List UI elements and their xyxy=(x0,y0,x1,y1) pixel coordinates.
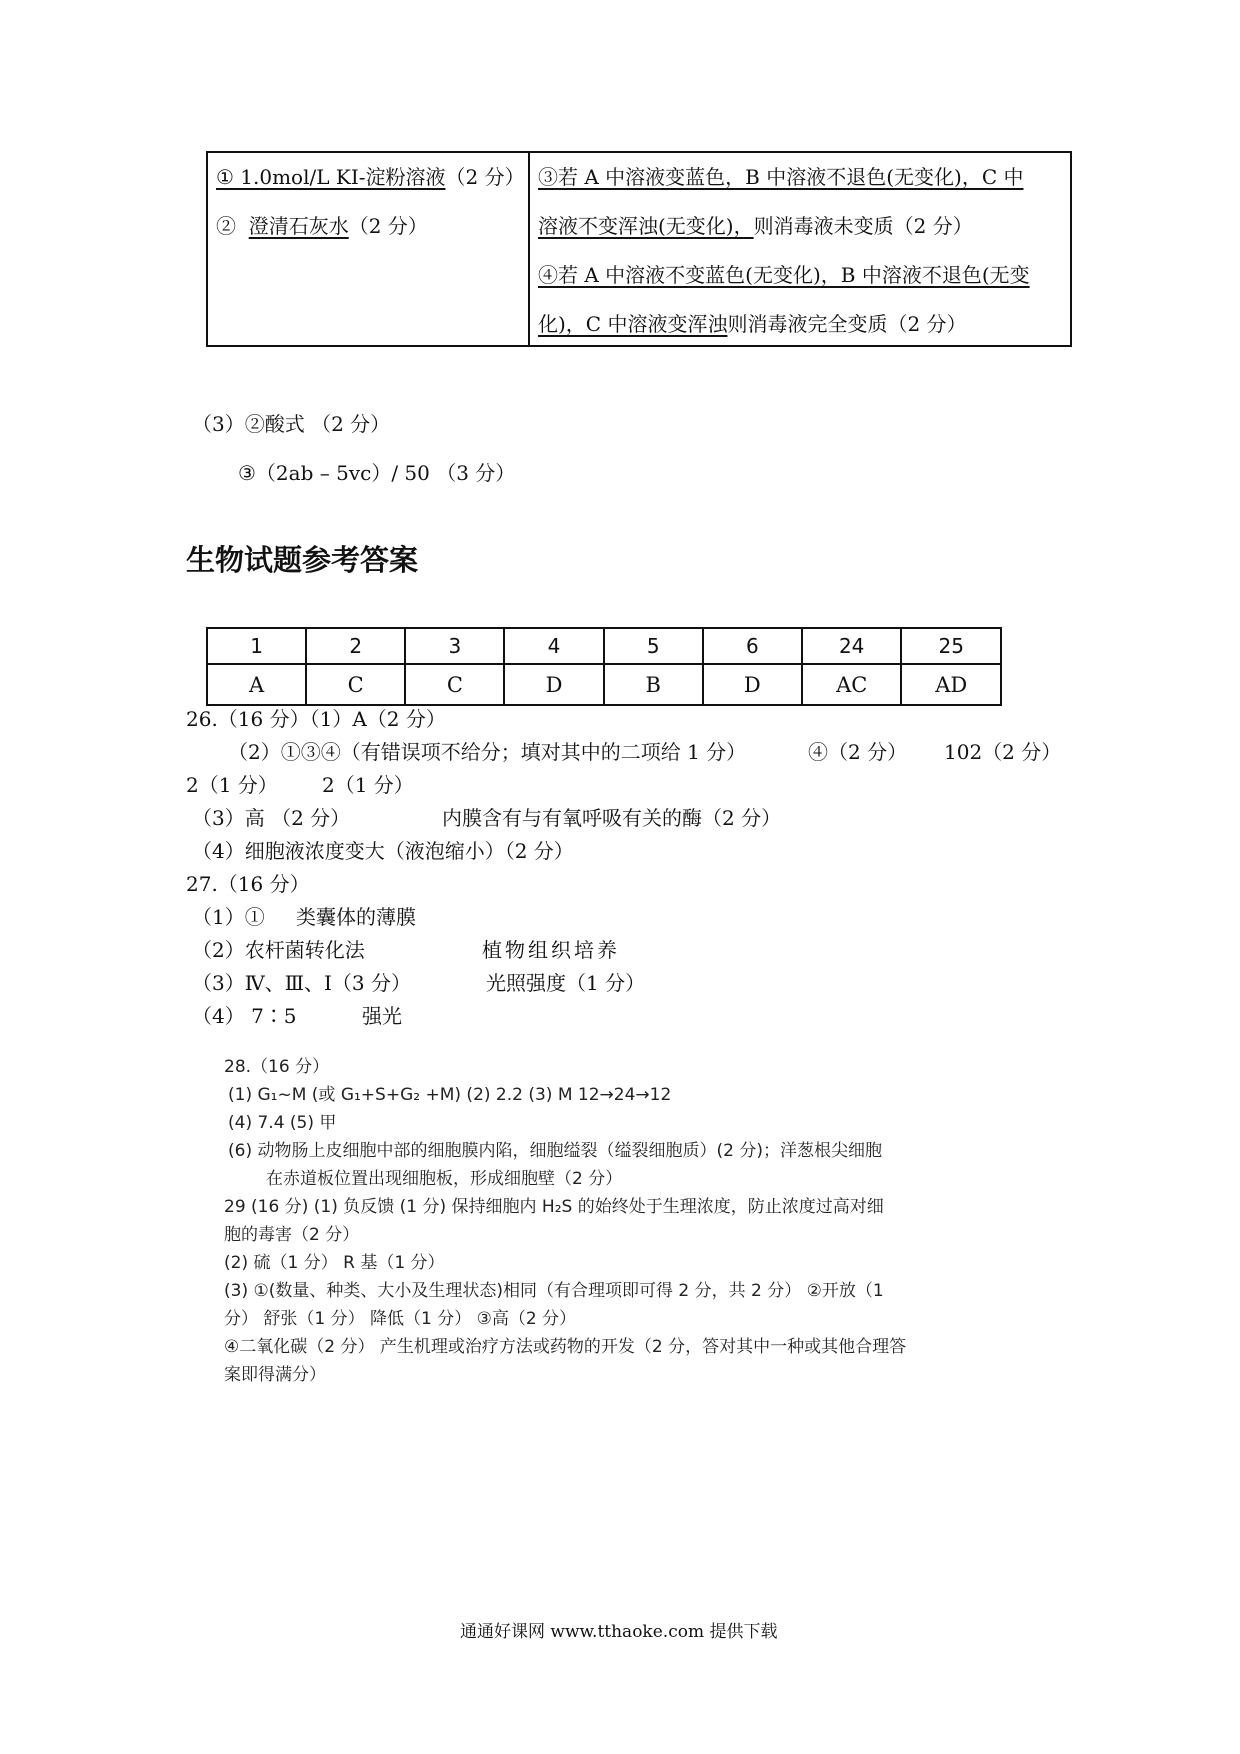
table-header-cell: 2 xyxy=(306,628,405,664)
q28-line4: 在赤道板位置出现细胞板，形成细胞壁（2 分） xyxy=(266,1169,623,1189)
table-header-cell: 1 xyxy=(207,628,306,664)
q26-part2-e: 2（1 分） xyxy=(322,773,414,797)
table-answer-row xyxy=(207,664,1001,705)
chem-answer-4-underlined: 化)，C 中溶液变浑浊 xyxy=(538,312,728,336)
q29-line5: 分） 舒张（1 分） 降低（1 分） ③高（2 分） xyxy=(224,1309,577,1329)
footer-source: 通通好课网 www.tthaoke.com 提供下载 xyxy=(460,1622,778,1642)
q27-part4: （4） 7∶5 xyxy=(192,1004,297,1028)
chem-answer-3-line2 xyxy=(538,202,973,251)
q27-part2: （2）农杆菌转化法 xyxy=(192,938,365,962)
q27-part3-b: 光照强度（1 分） xyxy=(486,971,646,995)
table-cell: C xyxy=(405,664,504,705)
table-cell: C xyxy=(306,664,405,705)
table-cell: AC xyxy=(802,664,901,705)
q28-line1: (1) G₁~M (或 G₁+S+G₂ +M) (2) 2.2 (3) M 12→24→12 xyxy=(228,1085,672,1105)
q26-heading: 26.（16 分）（1）A（2 分） xyxy=(186,707,446,731)
q26-part2-d: 2（1 分） xyxy=(186,773,278,797)
table-header-cell: 25 xyxy=(901,628,1001,664)
table-divider xyxy=(528,153,530,345)
q27-part3: （3）Ⅳ、Ⅲ、Ⅰ（3 分） xyxy=(192,971,411,995)
table-cell: AD xyxy=(901,664,1001,705)
q29-line4: (3) ①(数量、种类、大小及生理状态)相同（有合理项即可得 2 分，共 2 分） ②开放（1 xyxy=(224,1281,884,1301)
q28-heading: 28.（16 分） xyxy=(224,1057,330,1077)
q27-part1-b: 类囊体的薄膜 xyxy=(296,905,416,929)
table-header-row xyxy=(207,628,1001,664)
chem-answer-1-score: （2 分） xyxy=(445,165,525,189)
q26-part2-b: ④（2 分） xyxy=(808,740,908,764)
chem-answer-table xyxy=(206,151,1072,347)
q27-part4-b: 强光 xyxy=(362,1004,402,1028)
chem-q3-line2: ③（2ab – 5vc）/ 50 （3 分） xyxy=(238,461,516,485)
chem-q3-line1: （3）②酸式 （2 分） xyxy=(192,412,391,436)
chem-answer-3-line1: ③若 A 中溶液变蓝色，B 中溶液不退色(无变化)，C 中 xyxy=(538,165,1024,189)
q27-heading: 27.（16 分） xyxy=(186,872,310,896)
q26-part3: （3）高 （2 分） xyxy=(192,806,351,830)
table-header-cell: 6 xyxy=(703,628,802,664)
bio-answer-table xyxy=(206,627,1002,706)
chem-answer-2-num: ② xyxy=(216,214,236,238)
chem-answer-4-line1: ④若 A 中溶液不变蓝色(无变化)，B 中溶液不退色(无变 xyxy=(538,263,1030,287)
q26-part4: （4）细胞液浓度变大（液泡缩小）（2 分） xyxy=(192,839,574,863)
q26-part2-c: 102（2 分） xyxy=(944,740,1062,764)
q28-line2: (4) 7.4 (5) 甲 xyxy=(228,1113,337,1133)
table-cell: D xyxy=(504,664,603,705)
q29-line3: (2) 硫（1 分） R 基（1 分） xyxy=(224,1253,445,1273)
chem-answer-3-underlined: 溶液不变浑浊(无变化)， xyxy=(538,214,754,238)
table-header-cell: 24 xyxy=(802,628,901,664)
chem-answer-4-line2 xyxy=(538,300,967,349)
table-cell: B xyxy=(604,664,703,705)
q29-line6: ④二氧化碳（2 分） 产生机理或治疗方法或药物的开发（2 分，答对其中一种或其他合理答 xyxy=(224,1337,907,1357)
q27-part2-b: 植物组织培养 xyxy=(482,938,620,962)
page-title: 生物试题参考答案 xyxy=(186,543,419,577)
table-cell: A xyxy=(207,664,306,705)
chem-answer-2 xyxy=(216,202,428,251)
chem-answer-2-text: 澄清石灰水 xyxy=(248,214,349,238)
table-header-cell: 5 xyxy=(604,628,703,664)
table-header-cell: 4 xyxy=(504,628,603,664)
q27-part1: （1）① xyxy=(192,905,265,929)
q29-line2: 胞的毒害（2 分） xyxy=(224,1225,360,1245)
q29-line1: 29 (16 分) (1) 负反馈 (1 分) 保持细胞内 H₂S 的始终处于生理浓度，防止浓度过高对细 xyxy=(224,1197,884,1217)
chem-answer-1-text: ① 1.0mol/L KI-淀粉溶液 xyxy=(216,165,446,189)
q28-line3: (6) 动物肠上皮细胞中部的细胞膜内陷，细胞缢裂（缢裂细胞质）(2 分)；洋葱根尖细胞 xyxy=(228,1141,882,1161)
q29-line7: 案即得满分） xyxy=(224,1365,326,1385)
chem-answer-4-conclusion: 则消毒液完全变质（2 分） xyxy=(727,312,967,336)
chem-answer-3-conclusion: 则消毒液未变质（2 分） xyxy=(753,214,973,238)
table-header-cell: 3 xyxy=(405,628,504,664)
table-cell: D xyxy=(703,664,802,705)
chem-answer-1 xyxy=(216,153,525,202)
q26-part3-b: 内膜含有与有氧呼吸有关的酶（2 分） xyxy=(442,806,782,830)
chem-answer-2-score: （2 分） xyxy=(348,214,428,238)
q26-part2: （2）①③④（有错误项不给分；填对其中的二项给 1 分） xyxy=(228,740,747,764)
